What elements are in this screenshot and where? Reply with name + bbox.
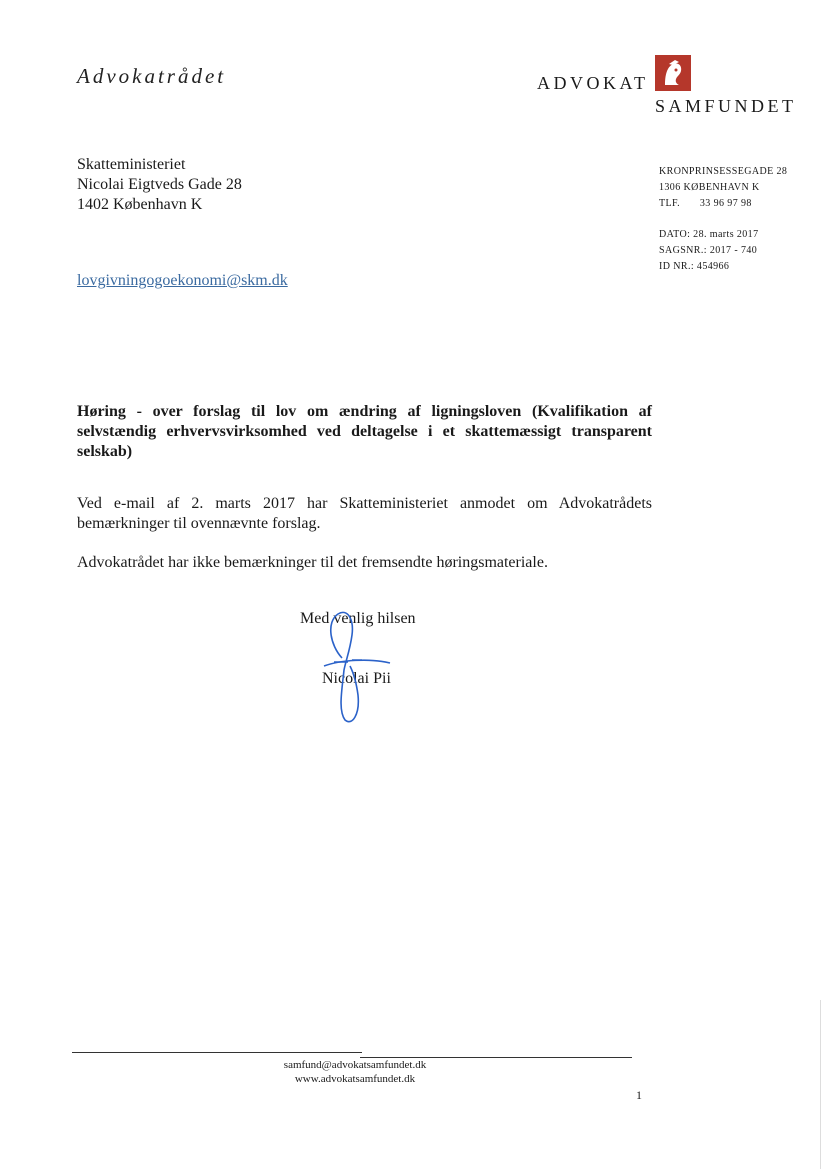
recipient-address bbox=[77, 155, 242, 215]
letter-paragraph-1: Ved e-mail af 2. marts 2017 har Skatteministeriet anmodet om Advokatrådets bemærkninger til ovennævnte forslag. bbox=[77, 495, 652, 532]
logo-text-advokat: ADVOKAT bbox=[537, 73, 649, 93]
footer-email[interactable]: samfund@advokatsamfundet.dk bbox=[283, 1059, 427, 1071]
scan-edge bbox=[820, 1000, 821, 1169]
recipient-name: Skatteministeriet bbox=[77, 156, 186, 173]
letter-closing: Med venlig hilsen bbox=[300, 610, 416, 627]
letter-subject: Høring - over forslag til lov om ændring af ligningsloven (Kvalifikation af selvstændig erhvervsvirksomhed ved deltagelse i et skattemæssigt transparent selskab) bbox=[77, 403, 652, 460]
footer-website[interactable]: www.advokatsamfundet.dk bbox=[294, 1073, 416, 1085]
sender-city: 1306 KØBENHAVN K bbox=[659, 182, 760, 193]
meta-case-number: SAGSNR.: 2017 - 740 bbox=[659, 245, 758, 256]
letter-paragraph-2: Advokatrådet har ikke bemærkninger til det fremsendte høringsmateriale. bbox=[77, 554, 548, 571]
footer-divider-left bbox=[72, 1052, 362, 1053]
recipient-street: Nicolai Eigtveds Gade 28 bbox=[77, 176, 242, 193]
signer-name: Nicolai Pii bbox=[322, 670, 391, 687]
phone-number: 33 96 97 98 bbox=[699, 198, 752, 209]
meta-date: DATO: 28. marts 2017 bbox=[659, 229, 759, 240]
recipient-email-link[interactable]: lovgivningogoekonomi@skm.dk bbox=[77, 272, 288, 289]
recipient-city: 1402 København K bbox=[77, 196, 203, 213]
document-meta bbox=[659, 227, 758, 275]
phone-label: TLF. bbox=[659, 198, 681, 209]
header-title: Advokatrådet bbox=[77, 64, 227, 88]
sender-street: KRONPRINSESSEGADE 28 bbox=[659, 166, 788, 177]
meta-id-number: ID NR.: 454966 bbox=[659, 261, 730, 272]
footer-divider-right bbox=[360, 1057, 632, 1058]
sender-address bbox=[659, 164, 787, 212]
logo-text-samfundet: SAMFUNDET bbox=[655, 96, 797, 116]
page-number: 1 bbox=[636, 1088, 642, 1102]
advokatsamfundet-logo-icon bbox=[655, 55, 691, 91]
sender-phone-row bbox=[659, 196, 787, 212]
